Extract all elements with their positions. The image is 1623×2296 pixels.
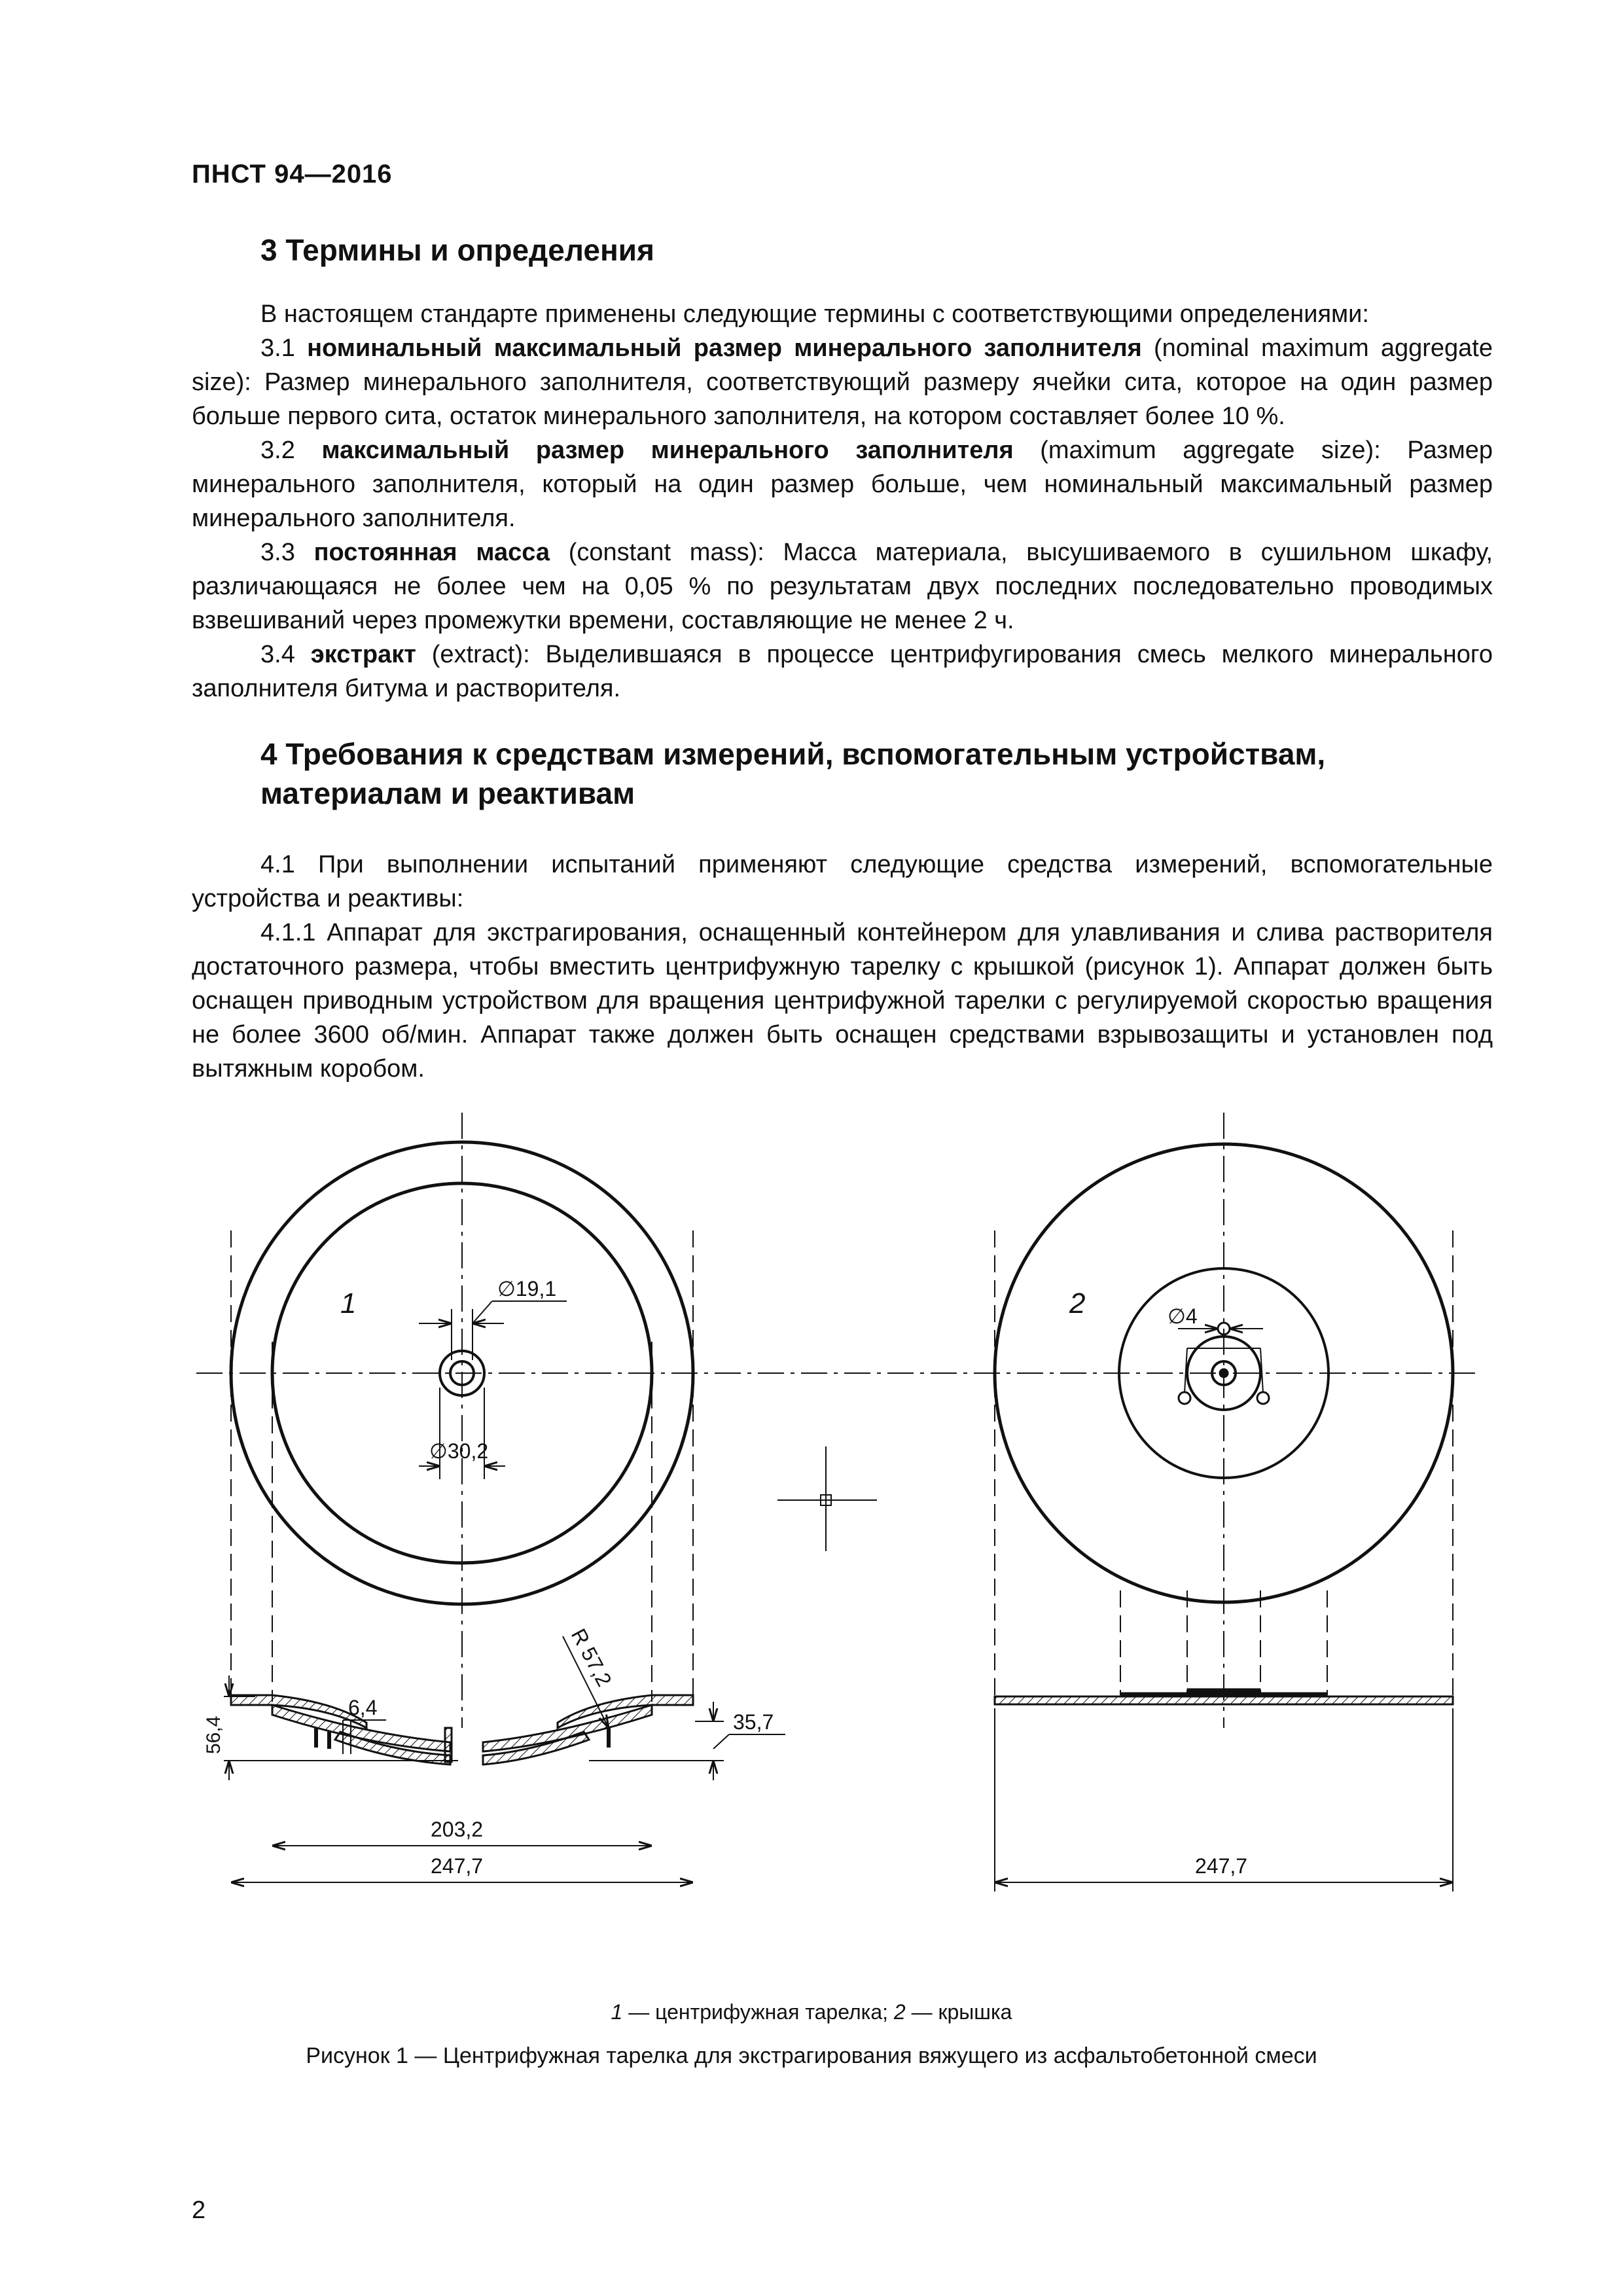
dim-h56-4-label: 56,4	[203, 1715, 224, 1754]
lid-pin-right	[1257, 1392, 1269, 1404]
term-definition: (nominal maximum aggregate size): Размер минерального заполнителя, соответствующий размеру ячейки сита, которое на один размер больше первого сита, остаток минерального заполнителя, на котором составляет более 10 %.	[192, 334, 1493, 430]
section-4-body	[192, 848, 1493, 1086]
term-number: 3.4	[260, 641, 295, 668]
dim-w247-7-right-label: 247,7	[1195, 1854, 1248, 1878]
dim-h35-7-label: 35,7	[733, 1710, 774, 1734]
paragraph-4-1: 4.1 При выполнении испытаний применяют следующие средства измерений, вспомогательные устройства и реактивы:	[192, 851, 1493, 912]
term-3-1	[192, 331, 1493, 433]
plate-center-lines	[196, 1113, 1479, 1728]
term-name: экстракт	[310, 641, 416, 668]
term-3-3	[192, 535, 1493, 637]
lid-pin-left	[1179, 1392, 1190, 1404]
term-definition: (extract): Выделившаяся в процессе центрифугирования смесь мелкого минерального заполнителя битума и растворителя.	[192, 641, 1493, 702]
dim-d4-label: ∅4	[1168, 1304, 1198, 1328]
section-3-body	[192, 297, 1493, 706]
term-number: 3.3	[260, 539, 295, 566]
legend-number-2: 2	[893, 2000, 906, 2024]
legend-number-1: 1	[611, 2000, 623, 2024]
section-3-intro: В настоящем стандарте применены следующие термины с соответствующими определениями:	[260, 300, 1369, 328]
term-name: постоянная масса	[313, 539, 550, 566]
term-number: 3.2	[260, 437, 295, 464]
dim-t6-4-label: 6,4	[348, 1696, 378, 1719]
dim-w247-7-left-label: 247,7	[431, 1854, 484, 1878]
dim-r57-2-label: R 57,2	[566, 1624, 616, 1691]
term-number: 3.1	[260, 334, 295, 362]
dim-d30-2-label: ∅30,2	[429, 1439, 489, 1463]
plate-cross-section	[231, 1695, 693, 1765]
page-number: 2	[192, 2197, 206, 2224]
legend-text-2: — крышка	[905, 2000, 1012, 2024]
figure-legend	[0, 2000, 1623, 2024]
section-3-title: 3 Термины и определения	[260, 233, 654, 267]
term-3-4	[192, 637, 1493, 706]
figure-1-drawing	[0, 1100, 1623, 1977]
dim-d19-1	[419, 1301, 567, 1360]
section-4-title: 4 Требования к средствам измерений, вспомогательным устройствам, материалам и реактивам	[260, 737, 1326, 810]
figure-caption: Рисунок 1 — Центрифужная тарелка для экстрагирования вяжущего из асфальтобетонной смеси	[306, 2043, 1317, 2068]
center-crosshair	[777, 1446, 877, 1551]
lid-side-view	[995, 1689, 1453, 1704]
plate-number-label: 1	[340, 1287, 357, 1319]
term-3-2	[192, 433, 1493, 535]
legend-text-1: — центрифужная тарелка;	[622, 2000, 894, 2024]
document-id: ПНСТ 94—2016	[192, 160, 393, 188]
paragraph-4-1-1: 4.1.1 Аппарат для экстрагирования, оснащенный контейнером для улавливания и слива растворителя достаточного размера, чтобы вместить центрифужную тарелку с крышкой (рисунок 1). Аппарат должен быть оснащен приводным устройством для вращения центрифужной тарелки с регулируемой скоростью вращения не более 3600 об/мин. Аппарат также должен быть оснащен средствами взрывозащиты и установлен под вытяжным коробом.	[192, 919, 1493, 1083]
term-definition: (constant mass): Масса материала, высушиваемого в сушильном шкафу, различающаяся не более чем на 0,05 % по результатам двух последних последовательно проводимых взвешиваний через промежутки времени, составляющие не менее 2 ч.	[192, 539, 1493, 634]
term-definition: (maximum aggregate size): Размер минерального заполнителя, который на один размер больше, чем номинальный максимальный размер минерального заполнителя.	[192, 437, 1493, 532]
lid-number-label: 2	[1069, 1287, 1086, 1319]
term-name: номинальный максимальный размер минерального заполнителя	[307, 334, 1142, 362]
dim-w203-2-label: 203,2	[431, 1818, 484, 1841]
dim-d19-1-label: ∅19,1	[497, 1277, 557, 1300]
term-name: максимальный размер минерального заполнителя	[321, 437, 1014, 464]
